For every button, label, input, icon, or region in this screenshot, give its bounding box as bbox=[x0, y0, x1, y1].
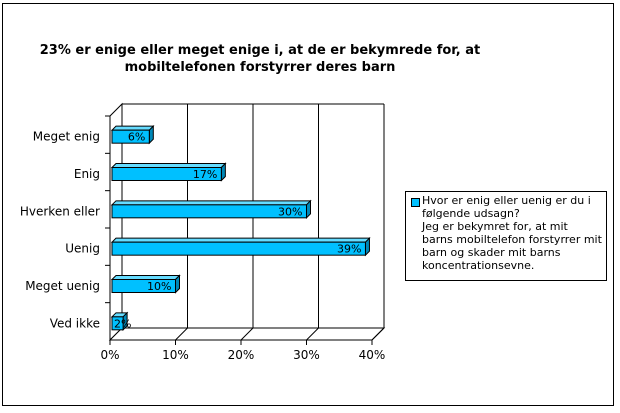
data-label: 10% bbox=[147, 280, 172, 293]
category-label: Meget enig bbox=[32, 129, 100, 144]
data-label: 6% bbox=[127, 130, 146, 144]
bar-top bbox=[112, 164, 225, 168]
bar-top bbox=[112, 126, 153, 130]
category-label: Meget uenig bbox=[25, 279, 100, 293]
category-label: Uenig bbox=[65, 241, 100, 256]
x-tick-label: 40% bbox=[358, 348, 386, 362]
bar-top bbox=[112, 238, 369, 242]
bar-top bbox=[112, 276, 180, 280]
x-tick-label: 10% bbox=[162, 348, 189, 362]
x-tick-label: 30% bbox=[293, 348, 320, 362]
data-label: 30% bbox=[278, 205, 303, 219]
data-label: 2% bbox=[114, 317, 132, 331]
data-label: 39% bbox=[336, 242, 362, 256]
bar-top bbox=[112, 201, 311, 205]
x-tick-label: 20% bbox=[227, 348, 255, 362]
chart-title: 23% er enige eller meget enige i, at de er bekymrede for, at mobiltelefonen forstyrrer deres barn bbox=[39, 43, 481, 75]
legend bbox=[405, 191, 607, 281]
x-tick-label: 0% bbox=[100, 348, 120, 362]
bar bbox=[112, 242, 365, 255]
category-label: Ved ikke bbox=[49, 316, 100, 331]
legend-label: Hvor er enig eller uenig er du i følgende udsagn? Jeg er bekymret for, at mit barns mobiltelefon forstyrrer mit barn og skader mit barns koncentrationsevne. bbox=[422, 194, 602, 272]
data-label: 17% bbox=[192, 168, 218, 181]
category-label: Hverken eller bbox=[19, 204, 100, 219]
category-label: Enig bbox=[73, 167, 100, 181]
legend-swatch bbox=[411, 198, 420, 207]
